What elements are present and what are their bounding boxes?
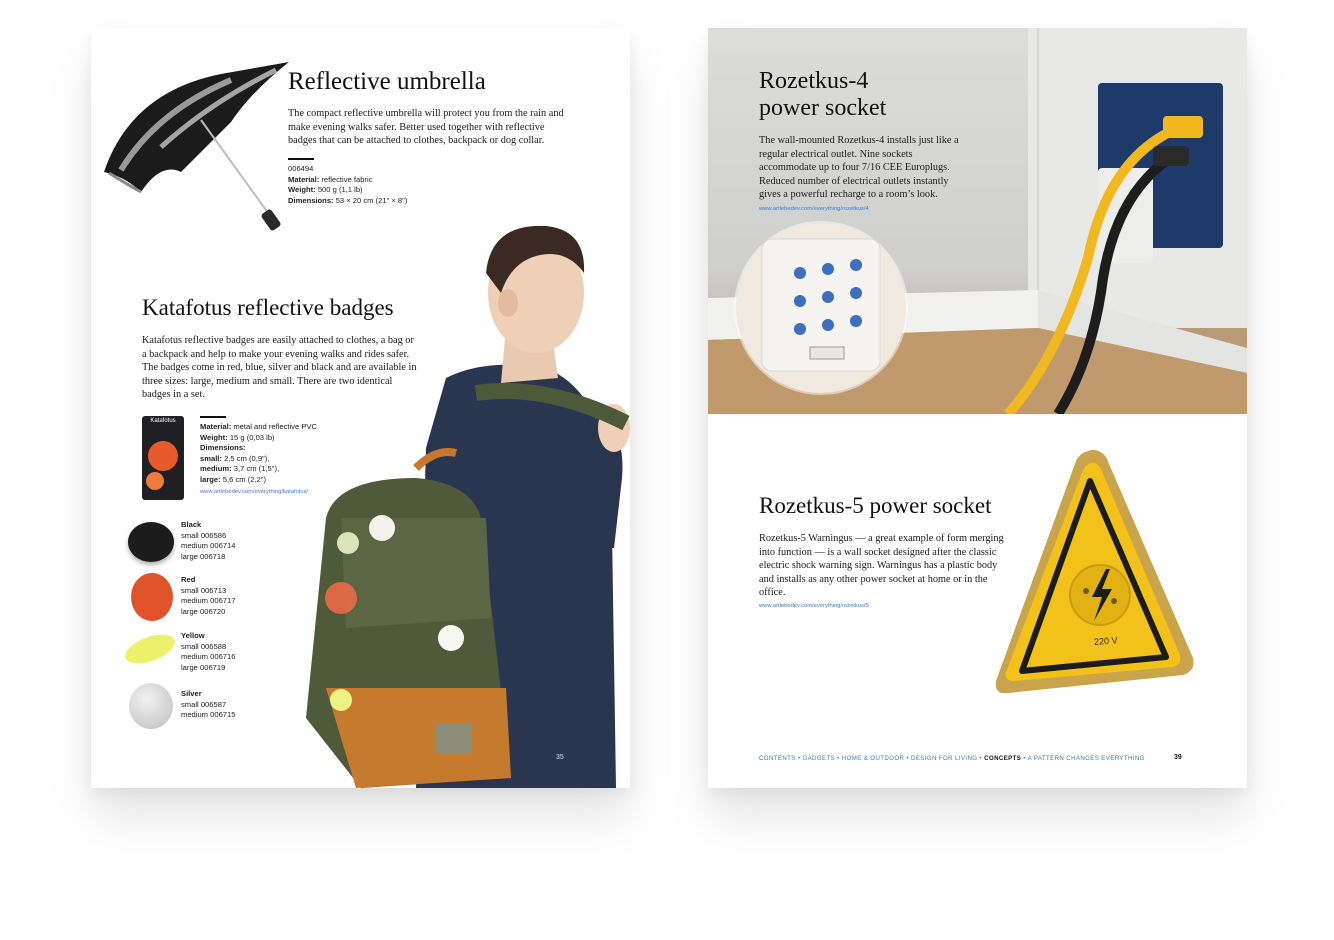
nav-separator: •	[1023, 755, 1026, 762]
page-number: 39	[1174, 754, 1182, 761]
rozetkus5-description: Rozetkus-5 Warningus — a great example of form merging into function — is a wall socket designed after the classic electric shock warning sign. Warningus has a plastic body and installs as any other power socket at home or in the office.	[759, 533, 1004, 599]
package-badge-large	[148, 441, 178, 471]
nav-a-pattern-changes-everything[interactable]: A PATTERN CHANGES EVERYTHING	[1027, 755, 1145, 762]
material-value: reflective fabric	[321, 174, 373, 184]
rozetkus4-title-line1: Rozetkus-4	[759, 68, 869, 94]
badges-title: Katafotus reflective badges	[142, 295, 394, 320]
large-value: 5,6 cm (2,2")	[222, 474, 267, 484]
badge-dimensions-label: Dimensions:	[200, 443, 246, 453]
badge-variant-black	[181, 520, 235, 562]
rozetkus5-title: Rozetkus-5 power socket	[759, 493, 992, 518]
variant-line: small 006588	[181, 641, 227, 651]
badge-variant-red	[181, 575, 235, 617]
weight-label: Weight:	[288, 185, 316, 195]
badge-weight-value: 15 g (0,03 lb)	[229, 432, 275, 442]
page-number: 35	[556, 754, 564, 761]
variant-line: medium 006716	[181, 652, 236, 662]
package-badge-small	[146, 472, 164, 490]
badges-link[interactable]: www.artlebedev.com/everything/katafotus/	[200, 489, 309, 495]
variant-name: Silver	[181, 689, 202, 698]
rozetkus5-link[interactable]: www.artlebedev.com/everything/rozetkus/5	[759, 603, 869, 609]
variant-line: medium 006715	[181, 710, 236, 720]
rozetkus4-title	[759, 68, 886, 122]
rozetkus4-description: The wall-mounted Rozetkus-4 installs just like a regular electrical outlet. Nine sockets accommodate up to four 7/16 CEE Europlugs. Reduced number of electrical outlets instantly gives a powerful recharge to a room’s look.	[759, 135, 959, 201]
badge-swatch-black	[128, 522, 174, 562]
umbrella-canopy	[104, 62, 289, 192]
variant-line: small 006713	[181, 585, 227, 595]
badges-package-image	[142, 416, 184, 500]
medium-label: medium:	[200, 464, 232, 474]
variant-line: large 006719	[181, 662, 226, 672]
badge-weight-label: Weight:	[200, 432, 228, 442]
rozetkus4-closeup	[736, 223, 906, 393]
umbrella-specs	[288, 158, 407, 206]
umbrella-title: Reflective umbrella	[288, 68, 486, 95]
badge-swatch-yellow	[121, 629, 178, 669]
warning-triangle-socket	[988, 443, 1198, 698]
variant-line: large 006720	[181, 606, 226, 616]
divider	[200, 416, 226, 418]
badge-variant-yellow	[181, 631, 235, 673]
small-value: 2,5 cm (0,9"),	[224, 453, 270, 463]
nav-gadgets[interactable]: GADGETS	[802, 755, 836, 762]
nav-separator: •	[906, 755, 909, 762]
rozetkus4-link[interactable]: www.artlebedev.com/everything/rozetkus/4	[759, 206, 869, 212]
voltage-label: 220 V	[1093, 635, 1118, 647]
variant-line: large 006718	[181, 551, 226, 561]
rozetkus4-title-line2: power socket	[759, 95, 887, 122]
small-label: small:	[200, 453, 222, 463]
umbrella-image	[101, 52, 291, 232]
divider	[288, 158, 314, 160]
umbrella-description: The compact reflective umbrella will protect you from the rain and make evening walks safer. Better used together with reflective badges that can be attached to clothes, backpack or dog collar.	[288, 108, 564, 147]
nav-contents[interactable]: CONTENTS	[759, 755, 796, 762]
nine-socket-plate	[758, 235, 888, 375]
badge-material-value: metal and reflective PVC	[233, 422, 317, 431]
right-page	[708, 28, 1247, 788]
variant-line: medium 006717	[181, 596, 236, 606]
variant-name: Black	[181, 520, 202, 529]
package-label: Katafotus	[150, 418, 176, 424]
badges-specs	[200, 416, 330, 486]
umbrella-code: 006494	[288, 164, 314, 173]
variant-line: small 006587	[181, 699, 227, 709]
nav-separator: •	[797, 755, 801, 762]
nav-separator: •	[979, 755, 983, 762]
badge-swatch-red	[131, 573, 173, 621]
variant-name: Red	[181, 575, 196, 584]
variant-line: small 006586	[181, 530, 227, 540]
nav-home-outdoor[interactable]: HOME & OUTDOOR	[841, 755, 905, 762]
nav-separator: •	[837, 755, 840, 762]
weight-value: 500 g (1,1 lb)	[317, 185, 363, 195]
material-label: Material:	[288, 174, 320, 184]
large-label: large:	[200, 474, 221, 484]
nav-design-for-living[interactable]: DESIGN FOR LIVING	[911, 755, 978, 762]
left-page	[91, 28, 630, 788]
badge-variant-silver	[181, 689, 235, 721]
variant-name: Yellow	[181, 631, 205, 640]
footer-navigation	[759, 755, 1145, 762]
dimensions-value: 53 × 20 cm (21" × 8")	[335, 195, 408, 205]
dimensions-label: Dimensions:	[288, 195, 334, 205]
nav-concepts[interactable]: CONCEPTS	[984, 755, 1022, 762]
badge-swatch-silver	[129, 683, 173, 729]
badges-description: Katafotus reflective badges are easily attached to clothes, a bag or a backpack and help to make your evening walks and rides safer. The badges come in red, blue, silver and black and are available in three sizes: large, medium and small. There are two identical badges in a set.	[142, 335, 417, 401]
variant-line: medium 006714	[181, 541, 236, 551]
badge-material-label: Material:	[200, 422, 232, 431]
medium-value: 3,7 cm (1,5"),	[233, 464, 280, 474]
